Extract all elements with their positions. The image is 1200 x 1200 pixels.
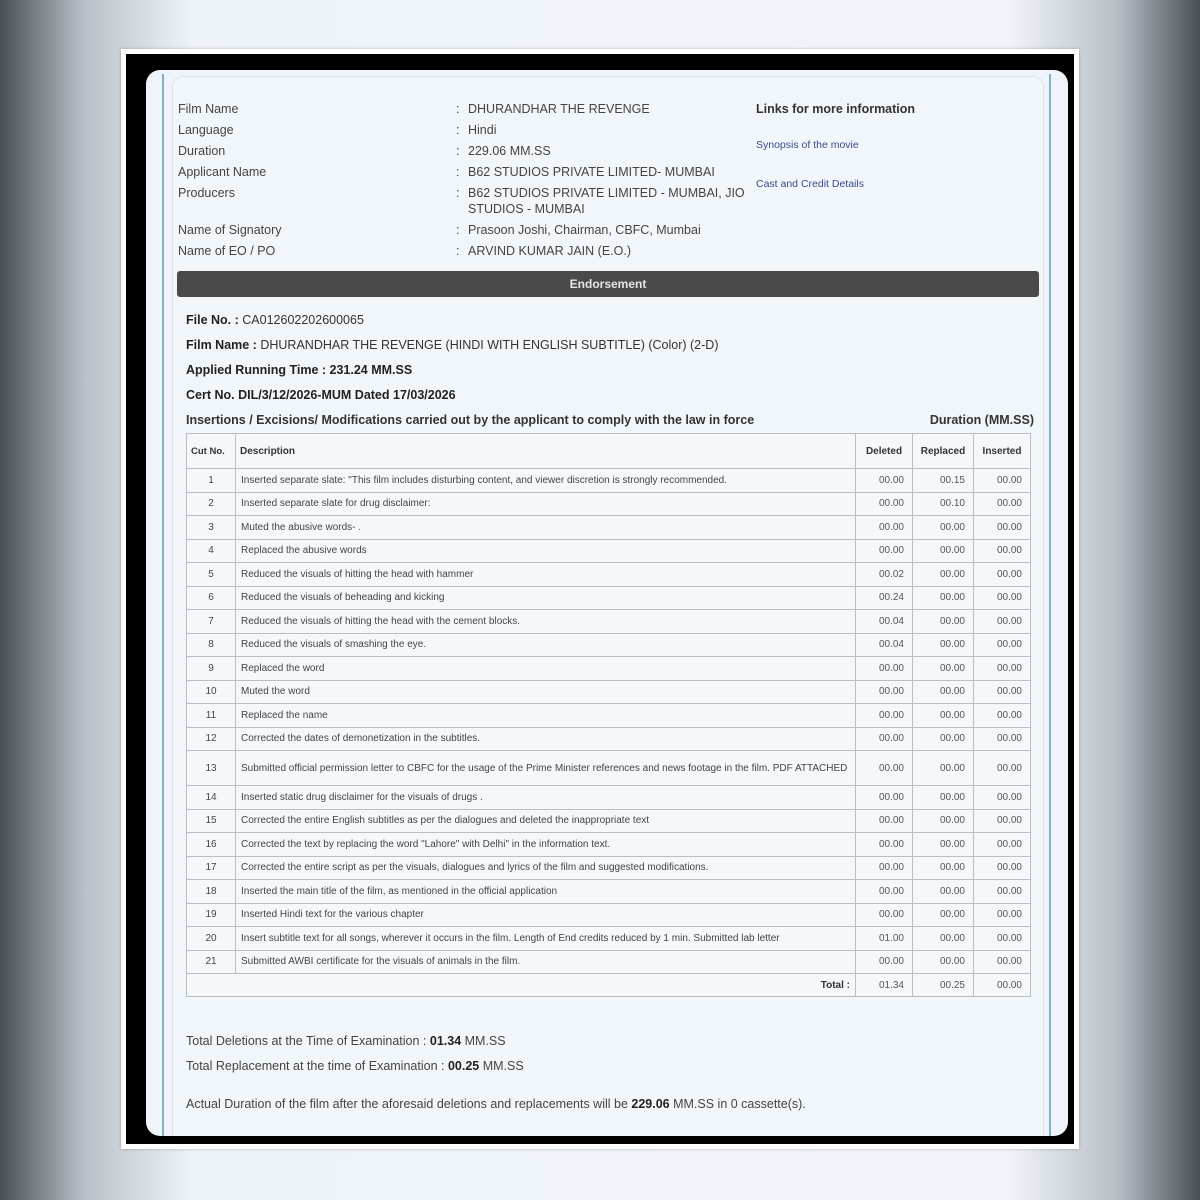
inserted-cell: 00.00 (974, 704, 1031, 728)
table-row (187, 786, 1031, 810)
replaced-cell: 00.00 (913, 809, 974, 833)
deleted-cell: 00.04 (856, 610, 913, 634)
cut-no-cell: 4 (187, 539, 236, 563)
info-label: Language (178, 123, 234, 137)
inserted-cell: 00.00 (974, 903, 1031, 927)
deleted-cell: 00.00 (856, 704, 913, 728)
applied-running-time-text: Applied Running Time : 231.24 MM.SS (186, 363, 413, 377)
table-row (187, 927, 1031, 951)
description-cell: Submitted official permission letter to CBFC for the usage of the Prime Minister references and news footage in the film. PDF ATTACHED (236, 751, 856, 786)
table-row (187, 516, 1031, 540)
description-cell: Muted the word (236, 680, 856, 704)
cut-no-cell: 12 (187, 727, 236, 751)
inserted-cell: 00.00 (974, 727, 1031, 751)
info-row-eo-po (178, 241, 1038, 262)
header-deleted: Deleted (856, 434, 913, 469)
cut-no-cell: 3 (187, 516, 236, 540)
replaced-cell: 00.00 (913, 610, 974, 634)
cut-no-cell: 9 (187, 657, 236, 681)
description-cell: Reduced the visuals of smashing the eye. (236, 633, 856, 657)
cut-no-cell: 2 (187, 492, 236, 516)
cut-no-cell: 10 (187, 680, 236, 704)
description-cell: Corrected the entire script as per the visuals, dialogues and lyrics of the film and suggested modifications. (236, 856, 856, 880)
info-value: Hindi (468, 123, 497, 137)
inserted-cell: 00.00 (974, 856, 1031, 880)
left-border-line (162, 74, 164, 1136)
insertions-heading: Insertions / Excisions/ Modifications carried out by the applicant to comply with the law in force (186, 413, 755, 427)
description-cell: Inserted the main title of the film, as mentioned in the official application (236, 880, 856, 904)
inserted-cell: 00.00 (974, 563, 1031, 587)
replaced-cell: 00.00 (913, 903, 974, 927)
table-row (187, 903, 1031, 927)
replaced-cell: 00.00 (913, 950, 974, 974)
replaced-cell: 00.00 (913, 751, 974, 786)
table-row (187, 751, 1031, 786)
replaced-cell: 00.10 (913, 492, 974, 516)
info-label: Film Name (178, 102, 239, 116)
description-cell: Inserted separate slate for drug disclaimer: (236, 492, 856, 516)
table-header-row (187, 434, 1031, 469)
table-row (187, 833, 1031, 857)
header-description: Description (236, 434, 856, 469)
inserted-cell: 00.00 (974, 492, 1031, 516)
total-replacement (186, 1054, 806, 1079)
replaced-cell: 00.00 (913, 633, 974, 657)
applied-running-time (186, 358, 1034, 383)
actual-duration-label: Actual Duration of the film after the aforesaid deletions and replacements will be (186, 1097, 632, 1111)
deleted-cell: 00.00 (856, 469, 913, 493)
description-cell: Inserted static drug disclaimer for the visuals of drugs . (236, 786, 856, 810)
total-inserted-cell: 00.00 (974, 974, 1031, 997)
inserted-cell: 00.00 (974, 633, 1031, 657)
replaced-cell: 00.00 (913, 657, 974, 681)
inserted-cell: 00.00 (974, 610, 1031, 634)
cut-no-cell: 17 (187, 856, 236, 880)
cut-no-cell: 1 (187, 469, 236, 493)
actual-duration-unit: MM.SS in 0 cassette(s). (669, 1097, 806, 1111)
inserted-cell: 00.00 (974, 680, 1031, 704)
table-row (187, 680, 1031, 704)
deleted-cell: 00.24 (856, 586, 913, 610)
file-no-value: CA012602202600065 (242, 313, 364, 327)
deleted-cell: 00.00 (856, 903, 913, 927)
replaced-cell: 00.00 (913, 880, 974, 904)
info-colon: : (456, 123, 460, 137)
deleted-cell: 00.00 (856, 809, 913, 833)
links-panel (756, 99, 915, 190)
cert-no-text: Cert No. DIL/3/12/2026-MUM Dated 17/03/2026 (186, 388, 456, 402)
info-value: ARVIND KUMAR JAIN (E.O.) (468, 244, 631, 258)
inserted-cell: 00.00 (974, 539, 1031, 563)
total-deleted-cell: 01.34 (856, 974, 913, 997)
deleted-cell: 00.00 (856, 786, 913, 810)
header-replaced: Replaced (913, 434, 974, 469)
deleted-cell: 00.00 (856, 680, 913, 704)
table-row (187, 880, 1031, 904)
inserted-cell: 00.00 (974, 833, 1031, 857)
total-replaced-cell: 00.25 (913, 974, 974, 997)
deleted-cell: 00.00 (856, 833, 913, 857)
total-replacement-unit: MM.SS (479, 1059, 524, 1073)
description-cell: Corrected the entire English subtitles as per the dialogues and deleted the inappropriate text (236, 809, 856, 833)
info-colon: : (456, 144, 460, 158)
certificate-card (172, 76, 1044, 1136)
table-row (187, 539, 1031, 563)
replaced-cell: 00.00 (913, 833, 974, 857)
insertions-heading-row (186, 408, 1034, 433)
actual-duration (186, 1092, 806, 1117)
inserted-cell: 00.00 (974, 880, 1031, 904)
cut-no-cell: 19 (187, 903, 236, 927)
inserted-cell: 00.00 (974, 516, 1031, 540)
actual-duration-value: 229.06 (631, 1097, 670, 1111)
table-row (187, 950, 1031, 974)
deleted-cell: 00.02 (856, 563, 913, 587)
table-row (187, 586, 1031, 610)
info-colon: : (456, 223, 460, 237)
file-no (186, 308, 1034, 333)
spacer (186, 1079, 806, 1092)
right-border-line (1049, 74, 1051, 1136)
info-value: DHURANDHAR THE REVENGE (468, 102, 650, 116)
cast-credit-link[interactable]: Cast and Credit Details (756, 178, 864, 190)
cut-no-cell: 16 (187, 833, 236, 857)
film-name (186, 333, 1034, 358)
total-deletions (186, 1029, 806, 1054)
description-cell: Muted the abusive words- . (236, 516, 856, 540)
synopsis-link[interactable]: Synopsis of the movie (756, 139, 859, 151)
description-cell: Replaced the name (236, 704, 856, 728)
total-deletions-value: 01.34 (429, 1034, 462, 1048)
table-row (187, 727, 1031, 751)
total-label-cell: Total : (187, 974, 856, 997)
table-row (187, 657, 1031, 681)
description-cell: Corrected the text by replacing the word "Lahore" with Delhi" in the information text. (236, 833, 856, 857)
cut-no-cell: 5 (187, 563, 236, 587)
replaced-cell: 00.00 (913, 927, 974, 951)
deleted-cell: 01.00 (856, 927, 913, 951)
deleted-cell: 00.00 (856, 880, 913, 904)
info-colon: : (456, 102, 460, 116)
description-cell: Reduced the visuals of hitting the head with hammer (236, 563, 856, 587)
table-row (187, 469, 1031, 493)
info-colon: : (456, 244, 460, 258)
total-deletions-label: Total Deletions at the Time of Examination : (186, 1034, 430, 1048)
description-cell: Replaced the abusive words (236, 539, 856, 563)
cut-no-cell: 11 (187, 704, 236, 728)
duration-heading: Duration (MM.SS) (929, 413, 1034, 427)
info-colon: : (456, 186, 460, 200)
replaced-cell: 00.00 (913, 539, 974, 563)
total-replacement-value: 00.25 (447, 1059, 480, 1073)
header-cut-no: Cut No. (187, 434, 236, 469)
cuts-table-body (187, 469, 1031, 997)
film-name-label: Film Name : (186, 338, 257, 352)
inserted-cell: 00.00 (974, 586, 1031, 610)
inserted-cell: 00.00 (974, 751, 1031, 786)
deleted-cell: 00.00 (856, 727, 913, 751)
info-label: Name of Signatory (178, 223, 282, 237)
info-label: Duration (178, 144, 226, 158)
table-row (187, 856, 1031, 880)
deleted-cell: 00.00 (856, 539, 913, 563)
file-no-label: File No. : (186, 313, 239, 327)
description-cell: Insert subtitle text for all songs, wherever it occurs in the film. Length of End credits reduced by 1 min. Submitted lab letter (236, 927, 856, 951)
replaced-cell: 00.00 (913, 786, 974, 810)
replaced-cell: 00.00 (913, 704, 974, 728)
replaced-cell: 00.00 (913, 586, 974, 610)
endorsement-meta (186, 308, 1034, 433)
endorsement-header: Endorsement (177, 271, 1039, 297)
film-name-value: DHURANDHAR THE REVENGE (HINDI WITH ENGLISH SUBTITLE) (Color) (2-D) (260, 338, 719, 352)
description-cell: Corrected the dates of demonetization in the subtitles. (236, 727, 856, 751)
inserted-cell: 00.00 (974, 950, 1031, 974)
inserted-cell: 00.00 (974, 927, 1031, 951)
description-cell: Reduced the visuals of beheading and kicking (236, 586, 856, 610)
table-row (187, 704, 1031, 728)
info-colon: : (456, 165, 460, 179)
cut-no-cell: 21 (187, 950, 236, 974)
deleted-cell: 00.00 (856, 516, 913, 540)
cut-no-cell: 6 (187, 586, 236, 610)
deleted-cell: 00.00 (856, 856, 913, 880)
table-row (187, 610, 1031, 634)
info-value: 229.06 MM.SS (468, 144, 551, 158)
cut-no-cell: 20 (187, 927, 236, 951)
deleted-cell: 00.00 (856, 751, 913, 786)
replaced-cell: 00.00 (913, 727, 974, 751)
info-row-signatory (178, 220, 1038, 241)
description-cell: Reduced the visuals of hitting the head with the cement blocks. (236, 610, 856, 634)
inserted-cell: 00.00 (974, 657, 1031, 681)
total-deletions-unit: MM.SS (461, 1034, 506, 1048)
cut-no-cell: 14 (187, 786, 236, 810)
cuts-table (186, 433, 1031, 997)
table-row (187, 633, 1031, 657)
header-inserted: Inserted (974, 434, 1031, 469)
links-title: Links for more information (756, 102, 916, 116)
total-row (187, 974, 1031, 997)
info-value: B62 STUDIOS PRIVATE LIMITED - MUMBAI, JIO STUDIOS - MUMBAI (468, 186, 745, 216)
replaced-cell: 00.00 (913, 516, 974, 540)
deleted-cell: 00.00 (856, 950, 913, 974)
table-row (187, 492, 1031, 516)
info-value: B62 STUDIOS PRIVATE LIMITED- MUMBAI (468, 165, 715, 179)
info-label: Producers (178, 186, 235, 200)
table-row (187, 563, 1031, 587)
info-label: Applicant Name (178, 165, 267, 179)
deleted-cell: 00.00 (856, 657, 913, 681)
cut-no-cell: 15 (187, 809, 236, 833)
replaced-cell: 00.15 (913, 469, 974, 493)
inserted-cell: 00.00 (974, 469, 1031, 493)
info-label: Name of EO / PO (178, 244, 276, 258)
description-cell: Inserted separate slate: "This film includes disturbing content, and viewer discretion is strongly recommended. (236, 469, 856, 493)
cut-no-cell: 18 (187, 880, 236, 904)
cut-no-cell: 13 (187, 751, 236, 786)
replaced-cell: 00.00 (913, 563, 974, 587)
deleted-cell: 00.04 (856, 633, 913, 657)
description-cell: Replaced the word (236, 657, 856, 681)
replaced-cell: 00.00 (913, 856, 974, 880)
table-row (187, 809, 1031, 833)
inserted-cell: 00.00 (974, 809, 1031, 833)
summary (186, 1029, 806, 1117)
replaced-cell: 00.00 (913, 680, 974, 704)
cut-no-cell: 8 (187, 633, 236, 657)
inserted-cell: 00.00 (974, 786, 1031, 810)
deleted-cell: 00.00 (856, 492, 913, 516)
total-replacement-label: Total Replacement at the time of Examination : (186, 1059, 448, 1073)
cut-no-cell: 7 (187, 610, 236, 634)
cert-no (186, 383, 1034, 408)
description-cell: Submitted AWBI certificate for the visuals of animals in the film. (236, 950, 856, 974)
description-cell: Inserted Hindi text for the various chapter (236, 903, 856, 927)
info-value: Prasoon Joshi, Chairman, CBFC, Mumbai (468, 223, 701, 237)
certificate-screen (146, 70, 1068, 1136)
